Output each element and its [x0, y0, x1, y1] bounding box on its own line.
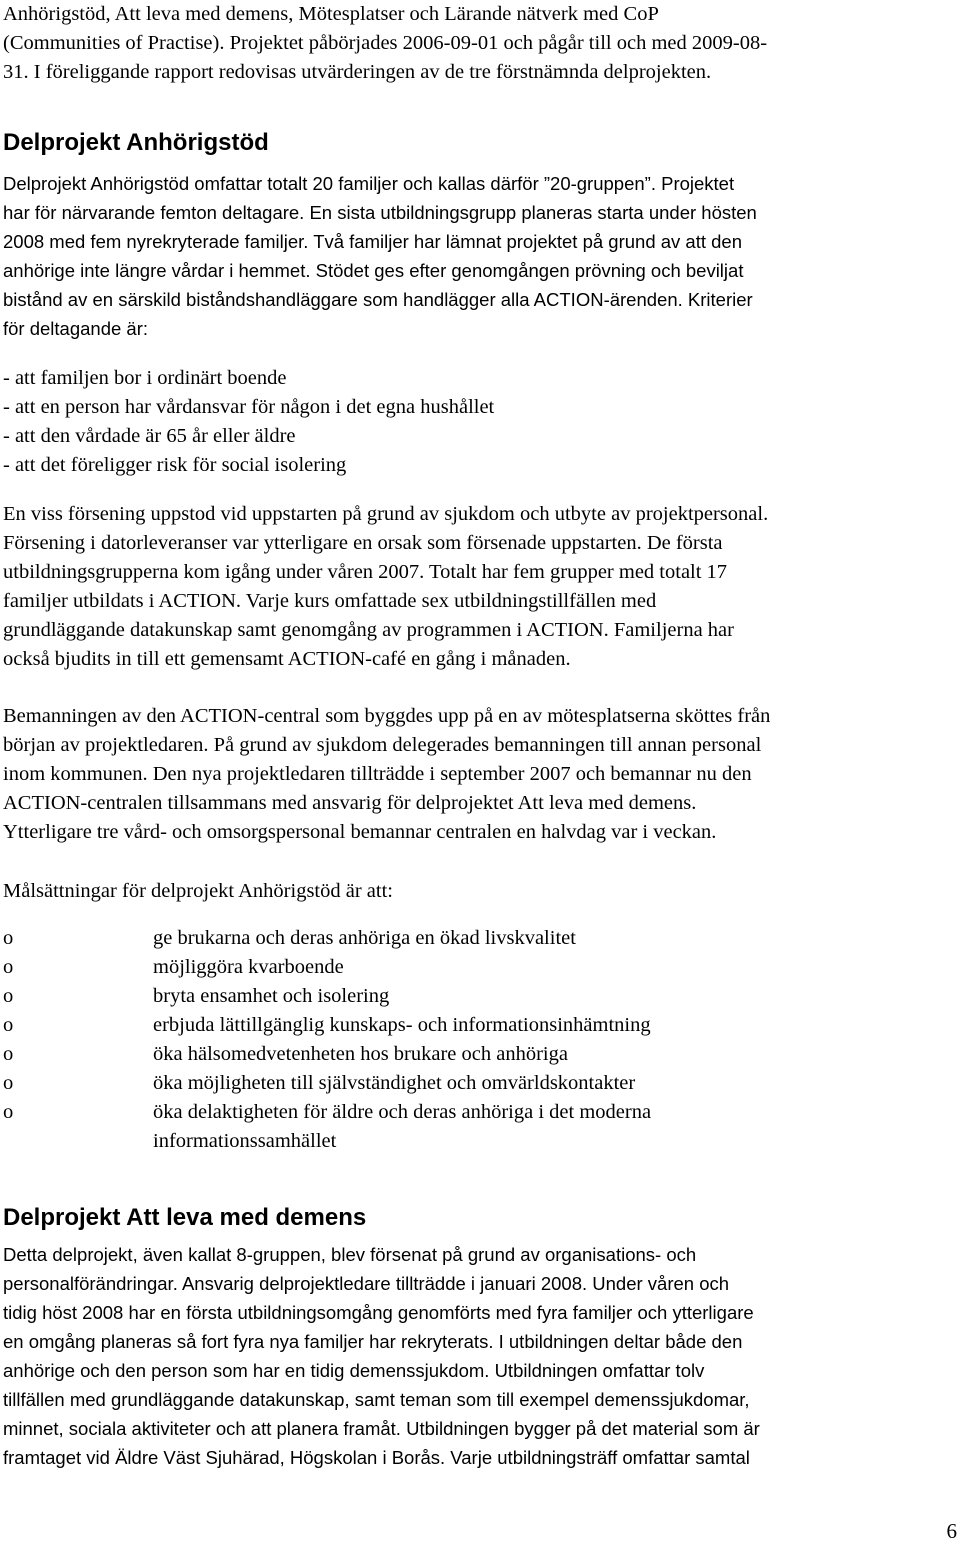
- paragraph-line: en omgång planeras så fort fyra nya familjer har rekryterats. I utbildningen deltar både den: [3, 1331, 743, 1352]
- intro-paragraph: [3, 0, 953, 87]
- goal-text: erbjuda lättillgänglig kunskaps- och informationsinhämtning: [153, 1014, 651, 1036]
- criteria-item: - att familjen bor i ordinärt boende: [3, 367, 287, 389]
- paragraph-line: personalförändringar. Ansvarig delprojektledare tillträdde i januari 2008. Under våren och: [3, 1273, 730, 1294]
- criteria-item: - att en person har vårdansvar för någon i det egna hushållet: [3, 396, 495, 418]
- criteria-item: - att det föreligger risk för social isolering: [3, 454, 347, 476]
- goal-item: [3, 953, 903, 982]
- paragraph-line: framtaget vid Äldre Väst Sjuhärad, Högskolan i Borås. Varje utbildningsträff omfattar samtal: [3, 1447, 750, 1468]
- paragraph-line: bistånd av en särskild biståndshandläggare som handlägger alla ACTION-ärenden. Kriterier: [3, 289, 753, 310]
- goal-text: möjliggöra kvarboende: [153, 956, 344, 978]
- anhorigstod-paragraph-2: [3, 500, 953, 674]
- paragraph-line: utbildningsgrupperna kom igång under våren 2007. Totalt har fem grupper med totalt 17: [3, 561, 728, 583]
- paragraph-line: Detta delprojekt, även kallat 8-gruppen, blev försenat på grund av organisations- och: [3, 1244, 697, 1265]
- paragraph-line: familjer utbildats i ACTION. Varje kurs omfattade sex utbildningstillfällen med: [3, 590, 657, 612]
- bullet-marker: o: [3, 1101, 14, 1123]
- section-heading-att-leva-med-demens: Delprojekt Att leva med demens: [3, 1204, 367, 1231]
- bullet-marker: o: [3, 956, 14, 978]
- paragraph-line: Försening i datorleveranser var ytterligare en orsak som försenade uppstarten. De första: [3, 532, 723, 554]
- anhorigstod-paragraph-3: [3, 702, 953, 847]
- paragraph-line: Ytterligare tre vård- och omsorgspersonal bemannar centralen en halvdag var i veckan.: [3, 821, 717, 843]
- paragraph-line: för deltagande är:: [3, 318, 149, 339]
- goals-list: [3, 924, 903, 1156]
- intro-line: (Communities of Practise). Projektet påbörjades 2006-09-01 och pågår till och med 2009-08-: [3, 32, 768, 54]
- goal-text: öka hälsomedvetenheten hos brukare och anhöriga: [153, 1043, 568, 1065]
- bullet-marker: o: [3, 1043, 14, 1065]
- intro-line: 31. I föreliggande rapport redovisas utvärderingen av de tre förstnämnda delprojekten.: [3, 61, 712, 83]
- page-number: 6: [946, 1519, 957, 1543]
- demens-paragraph-1: [3, 1240, 953, 1472]
- goal-item: [3, 1069, 903, 1098]
- paragraph-line: tillfällen med grundläggande datakunskap, samt teman som till exempel demenssjukdomar,: [3, 1389, 750, 1410]
- paragraph-line: Bemanningen av den ACTION-central som byggdes upp på en av mötesplatserna sköttes från: [3, 705, 771, 727]
- anhorigstod-paragraph-1: [3, 169, 953, 343]
- goal-text: bryta ensamhet och isolering: [153, 985, 390, 1007]
- goal-text-continued: informationssamhället: [153, 1130, 337, 1152]
- goal-text: öka delaktigheten för äldre och deras anhöriga i det moderna: [153, 1101, 652, 1123]
- goal-item: [3, 1098, 903, 1156]
- bullet-marker: o: [3, 927, 14, 949]
- paragraph-line: grundläggande datakunskap samt genomgång av programmen i ACTION. Familjerna har: [3, 619, 734, 641]
- paragraph-line: anhörige inte längre vårdar i hemmet. Stödet ges efter genomgången prövning och beviljat: [3, 260, 744, 281]
- paragraph-line: minnet, sociala aktiviteter och att planera framåt. Utbildningen bygger på det material som är: [3, 1418, 760, 1439]
- bullet-marker: o: [3, 1072, 14, 1094]
- paragraph-line: inom kommunen. Den nya projektledaren tillträdde i september 2007 och bemannar nu den: [3, 763, 752, 785]
- paragraph-line: har för närvarande femton deltagare. En sista utbildningsgrupp planeras starta under hösten: [3, 202, 757, 223]
- paragraph-line: En viss försening uppstod vid uppstarten på grund av sjukdom och utbyte av projektpersonal.: [3, 503, 769, 525]
- goal-item: [3, 1011, 903, 1040]
- bullet-marker: o: [3, 1014, 14, 1036]
- paragraph-line: 2008 med fem nyrekryterade familjer. Två familjer har lämnat projektet på grund av att den: [3, 231, 742, 252]
- goal-text: öka möjligheten till självständighet och omvärldskontakter: [153, 1072, 636, 1094]
- goals-intro: Målsättningar för delprojekt Anhörigstöd är att:: [3, 880, 393, 902]
- section-heading-anhorigstod: Delprojekt Anhörigstöd: [3, 129, 269, 156]
- paragraph-line: anhörige och den person som har en tidig demenssjukdom. Utbildningen omfattar tolv: [3, 1360, 705, 1381]
- paragraph-line: Delprojekt Anhörigstöd omfattar totalt 20 familjer och kallas därför ”20-gruppen”. Projektet: [3, 173, 735, 194]
- goal-item: [3, 924, 903, 953]
- paragraph-line: ACTION-centralen tillsammans med ansvarig för delprojektet Att leva med demens.: [3, 792, 697, 814]
- paragraph-line: också bjudits in till ett gemensamt ACTION-café en gång i månaden.: [3, 648, 571, 670]
- goal-item: [3, 982, 903, 1011]
- paragraph-line: tidig höst 2008 har en första utbildningsomgång genomförts med fyra familjer och ytterligare: [3, 1302, 754, 1323]
- bullet-marker: o: [3, 985, 14, 1007]
- intro-line: Anhörigstöd, Att leva med demens, Mötesplatser och Lärande nätverk med CoP: [3, 3, 659, 25]
- criteria-list: [3, 364, 953, 480]
- goal-item: [3, 1040, 903, 1069]
- goal-text: ge brukarna och deras anhöriga en ökad livskvalitet: [153, 927, 576, 949]
- paragraph-line: början av projektledaren. På grund av sjukdom delegerades bemanningen till annan personal: [3, 734, 762, 756]
- criteria-item: - att den vårdade är 65 år eller äldre: [3, 425, 296, 447]
